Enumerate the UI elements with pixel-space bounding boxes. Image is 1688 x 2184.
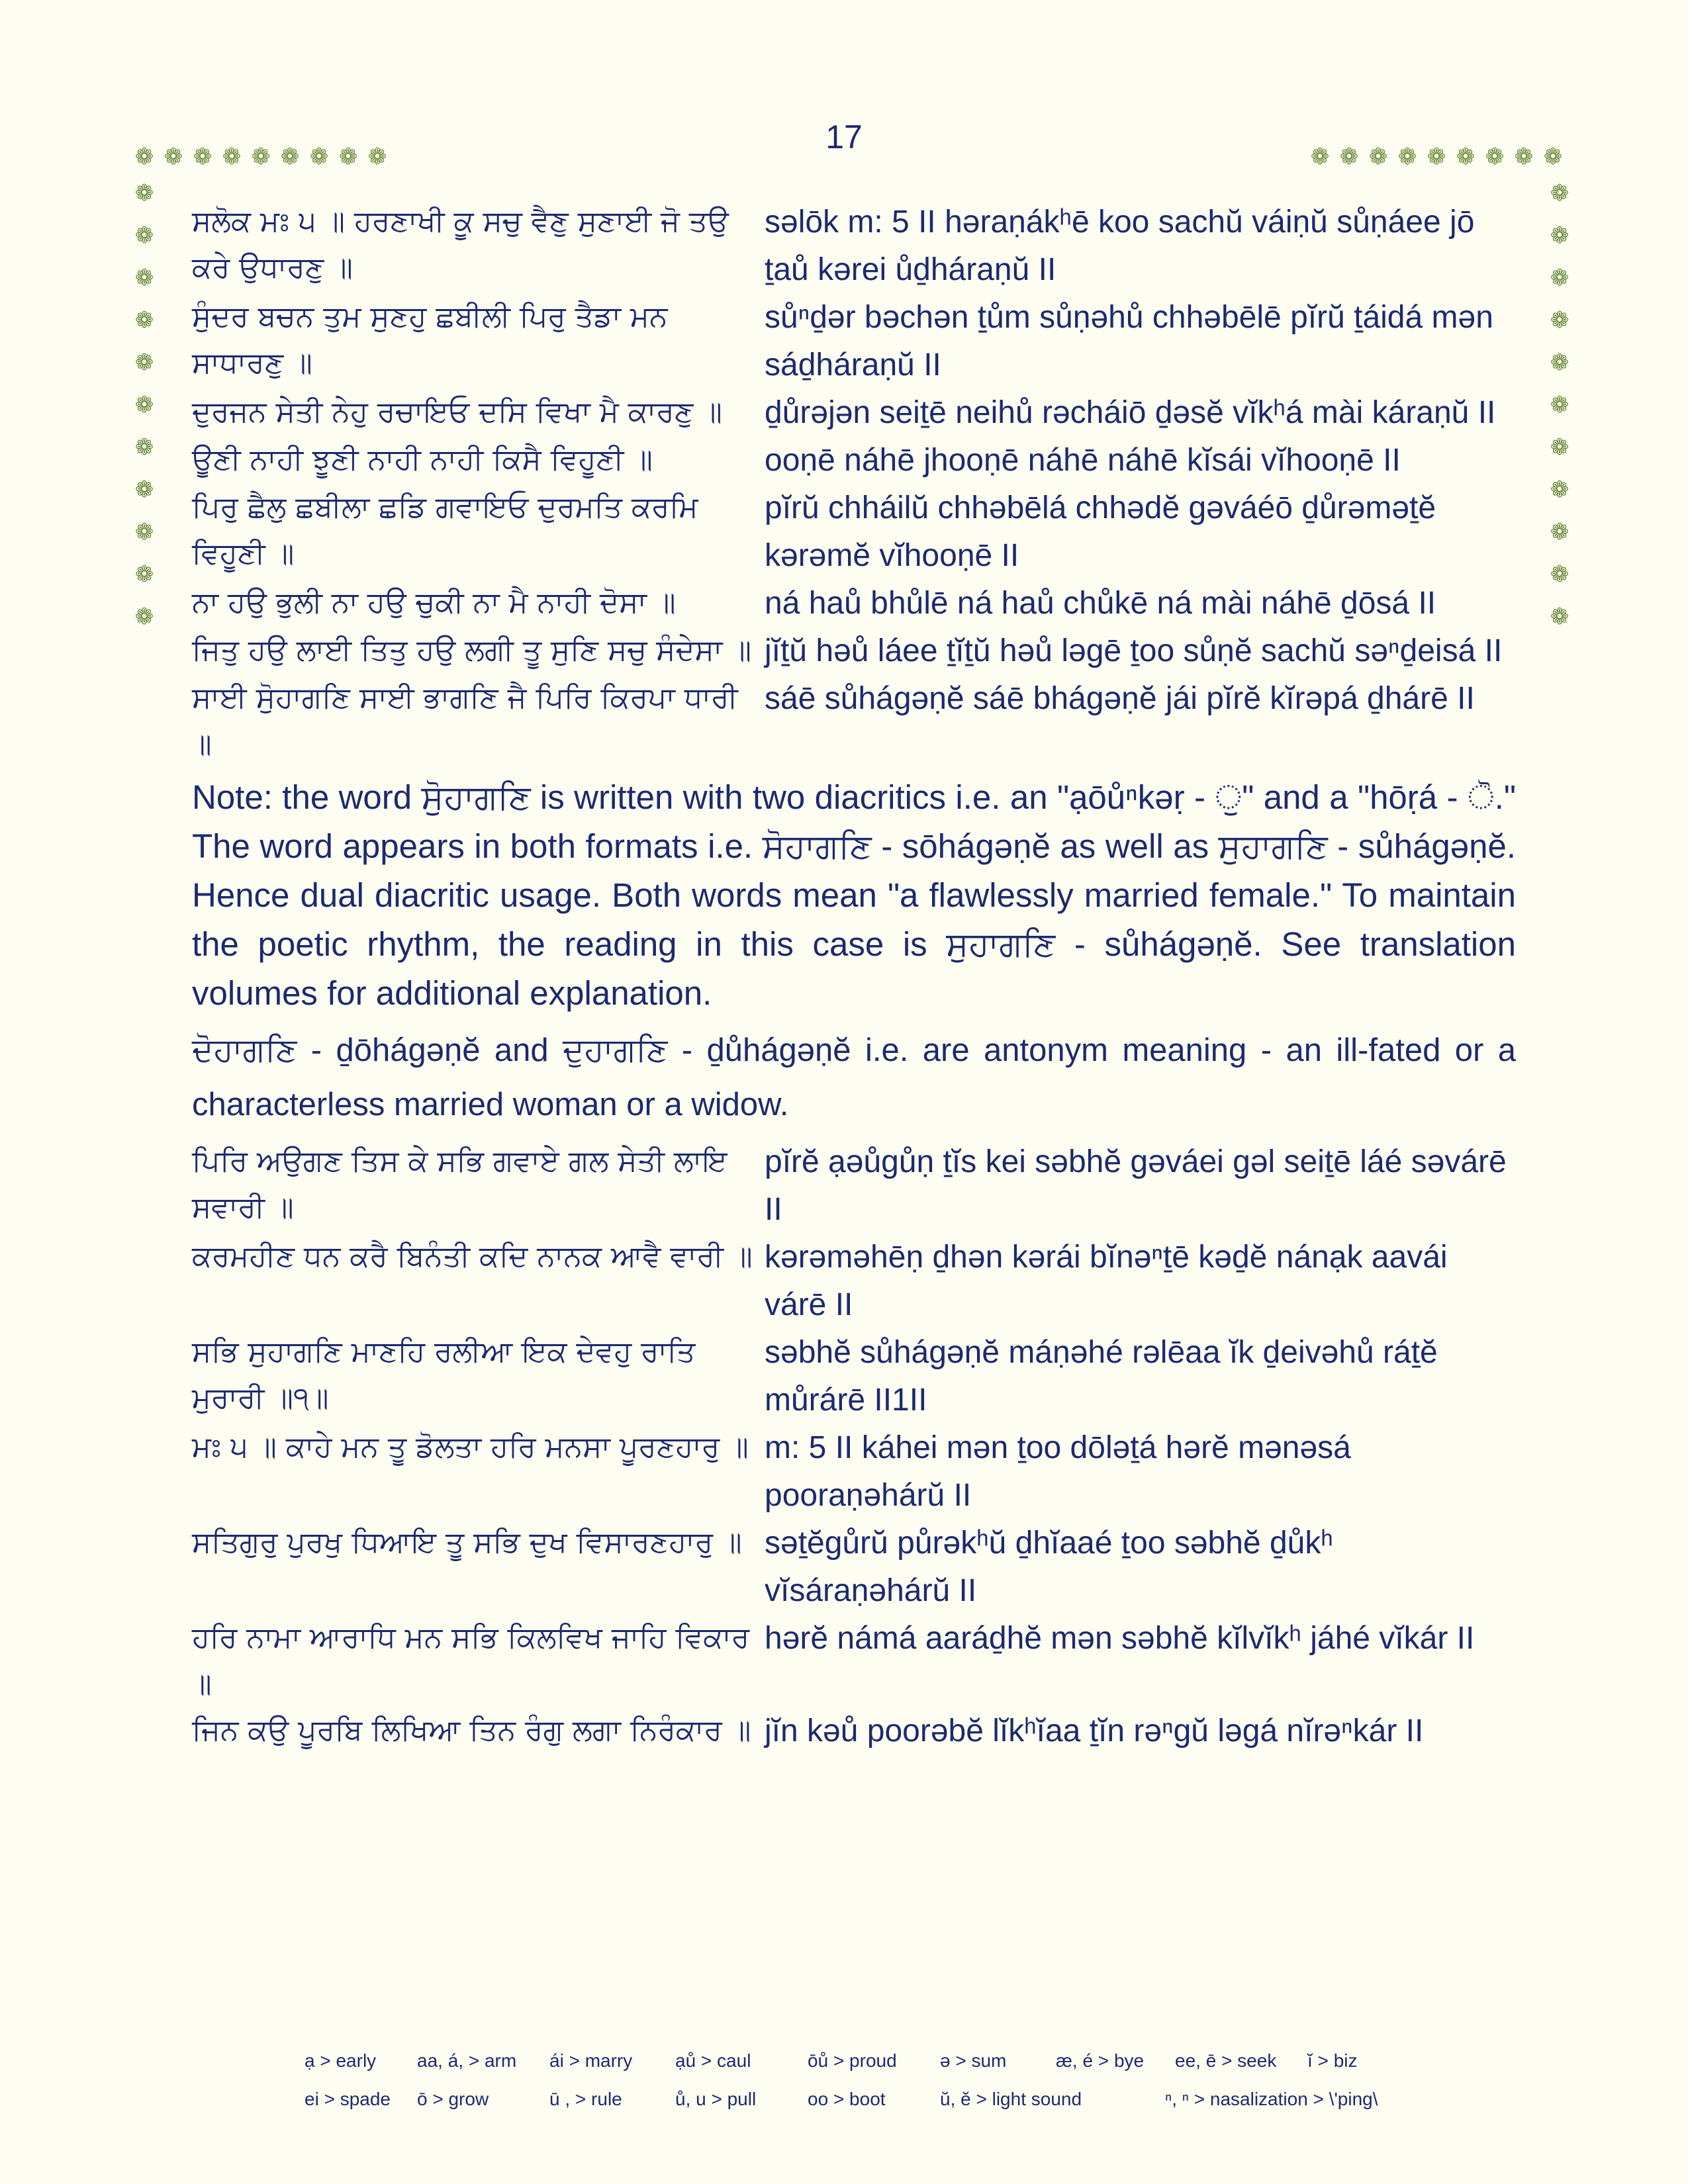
verse-row (192, 675, 1516, 768)
flower-ornament-icon: ❁ (251, 144, 271, 170)
ornament-border-left (130, 172, 159, 638)
flower-ornament-icon: ❁ (1550, 519, 1570, 545)
legend-item: ạ > early (305, 2050, 377, 2071)
verse-transliteration: kərəməhēṇ ḏhən kərái bĭnəⁿṯē kəḏĕ nánạk aavái várē II (765, 1240, 1448, 1322)
verse-row (192, 1615, 1516, 1707)
verse-row (192, 437, 1516, 484)
flower-ornament-icon: ❁ (1550, 222, 1570, 249)
pronunciation-legend (305, 2042, 1496, 2118)
verse-gurmukhi: ਊਣੀ ਨਾਹੀ ਝੂਣੀ ਨਾਹੀ ਨਾਹੀ ਕਿਸੈ ਵਿਹੂਣੀ ॥ (192, 443, 653, 477)
verse-row (192, 1329, 1516, 1424)
verse-gurmukhi: ਪਿਰਿ ਅਉਗਣ ਤਿਸ ਕੇ ਸਭਿ ਗਵਾਏ ਗਲ ਸੇਤੀ ਲਾਇ ਸਵਾਰੀ ॥ (192, 1144, 727, 1224)
verse-row (192, 484, 1516, 580)
verse-gurmukhi: ਸੁੰਦਰ ਬਚਨ ਤੁਮ ਸੁਣਹੁ ਛਬੀਲੀ ਪਿਰੁ ਤੈਡਾ ਮਨ ਸਾਧਾਰਣੁ ॥ (192, 300, 668, 380)
verse-row (192, 1424, 1516, 1520)
verse-row (192, 1234, 1516, 1329)
flower-ornament-icon: ❁ (1514, 144, 1534, 170)
verse-gurmukhi: ਸਾਈ ਸੋੁਹਾਗਣਿ ਸਾਈ ਭਾਗਣਿ ਜੈ ਪਿਰਿ ਕਿਰਪਾ ਧਾਰੀ ॥ (192, 681, 738, 761)
verse-gurmukhi: ਪਿਰੁ ਛੈਲੁ ਛਬੀਲਾ ਛਡਿ ਗਵਾਇਓ ਦੁਰਮਤਿ ਕਰਮਿ ਵਿਹੂਣੀ ॥ (192, 490, 698, 570)
flower-ornament-icon: ❁ (1550, 265, 1570, 291)
flower-ornament-icon: ❁ (193, 144, 212, 170)
flower-ornament-icon: ❁ (134, 477, 154, 503)
flower-ornament-icon: ❁ (1550, 307, 1570, 334)
legend-item: ee, ē > seek (1175, 2050, 1277, 2071)
verse-transliteration: pĭrŭ chháilŭ chhəbēlá chhədĕ gəváéō ḏůrəməṯĕ kərəmĕ vĭhooṇē II (765, 490, 1436, 573)
verse-transliteration: səbhĕ sůhágəṇĕ máṇəhé rəlēaa ĭk ḏeivəhů ráṯĕ můrárē II1II (765, 1335, 1438, 1418)
flower-ornament-icon: ❁ (1550, 604, 1570, 630)
verse-gurmukhi: ਜਿਨ ਕਉ ਪੂਰਬਿ ਲਿਖਿਆ ਤਿਨ ਰੰਗੁ ਲਗਾ ਨਿਰੰਕਾਰ ॥ (192, 1713, 751, 1747)
flower-ornament-icon: ❁ (1543, 144, 1563, 170)
verse-transliteration: ooṇē náhē jhooṇē náhē náhē kĭsái vĭhooṇē II (765, 443, 1401, 478)
verse-transliteration: jĭn kəů poorəbĕ lĭkʰĭaa ṯĭn rəⁿgŭ ləgá nĭrəⁿkár II (765, 1713, 1424, 1749)
flower-ornament-icon: ❁ (1310, 144, 1330, 170)
ornament-border-top-left (130, 136, 392, 178)
flower-ornament-icon: ❁ (134, 434, 154, 461)
verse-row (192, 389, 1516, 437)
verse-transliteration: jĭṯŭ həů láee ṯĭṯŭ həů ləgē ṯoo sůṇĕ sachŭ səⁿḏeisá II (765, 633, 1503, 668)
legend-item: ạů > caul (675, 2050, 751, 2071)
flower-ornament-icon: ❁ (367, 144, 387, 170)
flower-ornament-icon: ❁ (309, 144, 329, 170)
verses-top (192, 199, 1516, 768)
note-antonym: ਦੋਹਾਗਣਿ - ḏōhágəṇĕ and ਦੁਹਾਗਣਿ - ḏůhágəṇĕ i.e. are antonym meaning - an ill-fated or a characterless married woman or a widow. (192, 1032, 1516, 1122)
flower-ornament-icon: ❁ (134, 519, 154, 545)
verse-transliteration: pĭrĕ ạəůgůṇ ṯĭs kei səbhĕ gəváei gəl seiṯē láé səvárē II (765, 1144, 1507, 1227)
legend-item: ō > grow (417, 2089, 489, 2109)
verse-row (192, 1707, 1516, 1755)
flower-ornament-icon: ❁ (1339, 144, 1359, 170)
flower-ornament-icon: ❁ (222, 144, 242, 170)
legend-row (305, 2042, 1496, 2080)
flower-ornament-icon: ❁ (1550, 477, 1570, 503)
page-number: 17 (825, 118, 863, 156)
verse-row (192, 1138, 1516, 1234)
verse-transliteration: m: 5 II káhei mən ṯoo dōləṯá hərĕ mənəsá pooraṇəhárŭ II (765, 1430, 1351, 1513)
legend-item: aa, á, > arm (417, 2050, 517, 2071)
flower-ornament-icon: ❁ (164, 144, 183, 170)
note-paragraph: Note: the word ਸੋੁਹਾਗਣਿ is written with two diacritics i.e. an "ạōůⁿkəṛ - ੁ" and a "hōṛá - ੋ." The word appears in both formats i.e. ਸੋਹਾਗਣਿ - sōhágəṇĕ as well as ਸੁਹਾਗਣਿ - sůhágəṇĕ. Hence dual diacritic usage. Both words mean "a flawlessly married female." To maintain the poetic rhythm, the reading in this case is ਸੁਹਾਗਣਿ - sůhágəṇĕ. See translation volumes for additional explanation. (192, 778, 1516, 1012)
verses-bottom (192, 1138, 1516, 1755)
legend-item: ŭ, ĕ > light sound (940, 2089, 1082, 2109)
verse-transliteration: sůⁿḏər bəchən ṯům sůṇəhů chhəbēlē pĭrŭ ṯáidá mən sáḏháraṇŭ II (765, 300, 1493, 383)
verse-gurmukhi: ਮਃ ੫ ॥ ਕਾਹੇ ਮਨ ਤੂ ਡੋਲਤਾ ਹਰਿ ਮਨਸਾ ਪੂਰਣਹਾਰੁ ॥ (192, 1430, 749, 1464)
verse-row (192, 294, 1516, 389)
flower-ornament-icon: ❁ (134, 561, 154, 588)
legend-item: ⁿ, ⁿ > nasalization > \'ping\ (1165, 2089, 1378, 2109)
legend-row (305, 2080, 1496, 2118)
verse-gurmukhi: ਸਤਿਗੁਰੁ ਪੁਰਖੁ ਧਿਆਇ ਤੂ ਸਭਿ ਦੁਖ ਵਿਸਾਰਣਹਾਰੁ ॥ (192, 1525, 742, 1559)
flower-ornament-icon: ❁ (134, 144, 154, 170)
flower-ornament-icon: ❁ (1550, 349, 1570, 376)
flower-ornament-icon: ❁ (1456, 144, 1476, 170)
verse-row (192, 1520, 1516, 1615)
flower-ornament-icon: ❁ (134, 392, 154, 418)
flower-ornament-icon: ❁ (134, 265, 154, 291)
flower-ornament-icon: ❁ (1485, 144, 1505, 170)
flower-ornament-icon: ❁ (134, 349, 154, 376)
flower-ornament-icon: ❁ (1550, 392, 1570, 418)
flower-ornament-icon: ❁ (134, 604, 154, 630)
verse-gurmukhi: ਸਭਿ ਸੁਹਾਗਣਿ ਮਾਣਹਿ ਰਲੀਆ ਇਕ ਦੇਵਹੁ ਰਾਤਿ ਮੁਰਾਰੀ ॥੧॥ (192, 1335, 696, 1415)
legend-item: ĭ > biz (1307, 2050, 1358, 2071)
verse-transliteration: səlōk m: 5 II həraṇákʰē koo sachŭ váiṇŭ sůṇáee jō ṯaů kərei ůḏháraṇŭ II (765, 205, 1475, 287)
page-content (192, 199, 1516, 1755)
flower-ornament-icon: ❁ (1397, 144, 1417, 170)
legend-item: ōů > proud (808, 2050, 897, 2071)
verse-gurmukhi: ਜਿਤੁ ਹਉ ਲਾਈ ਤਿਤੁ ਹਉ ਲਗੀ ਤੂ ਸੁਣਿ ਸਚੁ ਸੰਦੇਸਾ ॥ (192, 633, 752, 667)
legend-item: ů, u > pull (675, 2089, 757, 2109)
flower-ornament-icon: ❁ (1550, 180, 1570, 206)
verse-gurmukhi: ਕਰਮਹੀਣ ਧਨ ਕਰੈ ਬਿਨੰਤੀ ਕਦਿ ਨਾਨਕ ਆਵੈ ਵਾਰੀ ॥ (192, 1240, 753, 1273)
flower-ornament-icon: ❁ (1550, 561, 1570, 588)
flower-ornament-icon: ❁ (134, 180, 154, 206)
verse-transliteration: sáē sůhágəṇĕ sáē bhágəṇĕ jái pĭrĕ kĭrəpá ḏhárē II (765, 681, 1475, 716)
verse-gurmukhi: ਨਾ ਹਉ ਭੁਲੀ ਨਾ ਹਉ ਚੁਕੀ ਨਾ ਮੈ ਨਾਹੀ ਦੋਸਾ ॥ (192, 586, 676, 619)
verse-transliteration: səṯĕgůrŭ půrəkʰŭ ḏhĭaaé ṯoo səbhĕ ḏůkʰ vĭsáraṇəhárŭ II (765, 1525, 1333, 1608)
legend-item: ū , > rule (549, 2089, 622, 2109)
legend-item: oo > boot (808, 2089, 886, 2109)
verse-row (192, 199, 1516, 294)
legend-item: ái > marry (549, 2050, 633, 2071)
legend-item: ei > spade (305, 2089, 391, 2109)
flower-ornament-icon: ❁ (134, 222, 154, 249)
ornament-border-right (1545, 172, 1574, 638)
legend-item: æ, é > bye (1056, 2050, 1145, 2071)
flower-ornament-icon: ❁ (1368, 144, 1388, 170)
verse-row (192, 580, 1516, 627)
verse-gurmukhi: ਹਰਿ ਨਾਮਾ ਆਰਾਧਿ ਮਨ ਸਭਿ ਕਿਲਵਿਖ ਜਾਹਿ ਵਿਕਾਰ ॥ (192, 1621, 750, 1701)
flower-ornament-icon: ❁ (134, 307, 154, 334)
flower-ornament-icon: ❁ (338, 144, 358, 170)
verse-gurmukhi: ਸਲੋਕ ਮਃ ੫ ॥ ਹਰਣਾਖੀ ਕੂ ਸਚੁ ਵੈਣੁ ਸੁਣਾਈ ਜੋ ਤਉ ਕਰੇ ਉਧਾਰਣੁ ॥ (192, 205, 729, 285)
verse-transliteration: ḏůrəjən seiṯē neihů rəcháiō ḏəsĕ vĭkʰá mài káraṇŭ II (765, 395, 1496, 430)
verse-gurmukhi: ਦੁਰਜਨ ਸੇਤੀ ਨੇਹੁ ਰਚਾਇਓ ਦਸਿ ਵਿਖਾ ਮੈ ਕਾਰਣੁ ॥ (192, 395, 722, 429)
flower-ornament-icon: ❁ (1550, 434, 1570, 461)
verse-transliteration: hərĕ námá aaráḏhĕ mən səbhĕ kĭlvĭkʰ jáhé vĭkár II (765, 1621, 1475, 1656)
verse-transliteration: ná haů bhůlē ná haů chůkē ná mài náhē ḏōsá II (765, 586, 1436, 621)
verse-row (192, 627, 1516, 675)
flower-ornament-icon: ❁ (280, 144, 300, 170)
ornament-border-top-right (1305, 136, 1568, 178)
legend-item: ə > sum (940, 2050, 1007, 2071)
flower-ornament-icon: ❁ (1427, 144, 1446, 170)
